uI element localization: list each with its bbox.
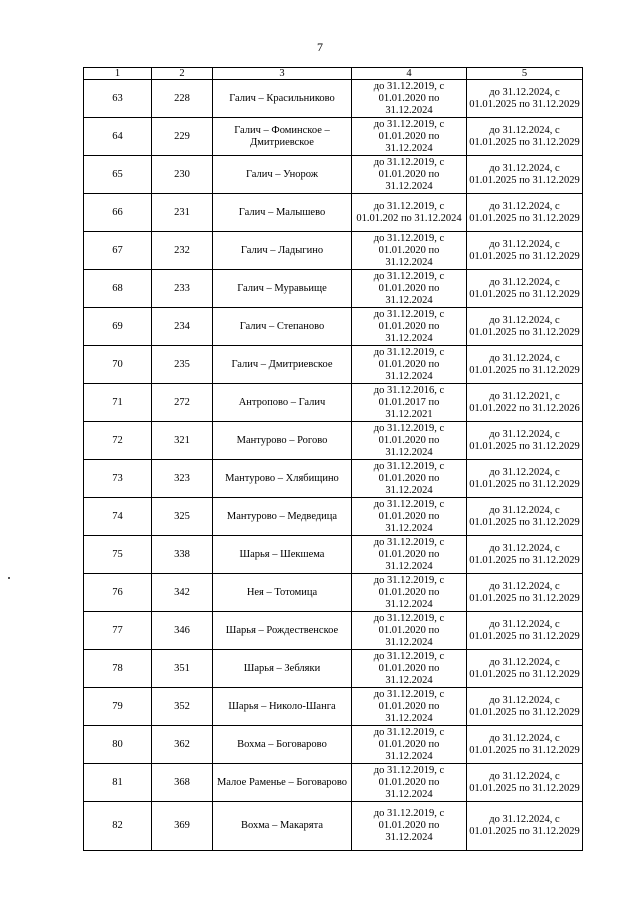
period-col4-cell: до 31.12.2019, с 01.01.2020 по 31.12.2024 xyxy=(352,422,467,460)
period-col5-cell: до 31.12.2024, с 01.01.2025 по 31.12.2029 xyxy=(467,194,583,232)
period-col4-cell: до 31.12.2019, с 01.01.2020 по 31.12.2024 xyxy=(352,650,467,688)
period-col4-cell: до 31.12.2019, с 01.01.2020 по 31.12.2024 xyxy=(352,726,467,764)
period-col5-cell: до 31.12.2024, с 01.01.2025 по 31.12.2029 xyxy=(467,726,583,764)
route-name-cell: Галич – Ладыгино xyxy=(213,232,352,270)
route-code-cell: 233 xyxy=(152,270,213,308)
route-code-cell: 346 xyxy=(152,612,213,650)
row-number-cell: 71 xyxy=(84,384,152,422)
period-col4-cell: до 31.12.2019, с 01.01.2020 по 31.12.2024 xyxy=(352,118,467,156)
column-header: 2 xyxy=(152,68,213,80)
table-row xyxy=(84,726,583,764)
route-name-cell: Вохма – Боговарово xyxy=(213,726,352,764)
route-name-cell: Нея – Тотомица xyxy=(213,574,352,612)
row-number-cell: 77 xyxy=(84,612,152,650)
period-col4-cell: до 31.12.2019, с 01.01.2020 по 31.12.2024 xyxy=(352,460,467,498)
period-col5-cell: до 31.12.2024, с 01.01.2025 по 31.12.2029 xyxy=(467,650,583,688)
table-row xyxy=(84,270,583,308)
column-header: 3 xyxy=(213,68,352,80)
period-col4-cell: до 31.12.2019, с 01.01.2020 по 31.12.2024 xyxy=(352,346,467,384)
period-col4-cell: до 31.12.2019, с 01.01.202 по 31.12.2024 xyxy=(352,194,467,232)
route-code-cell: 325 xyxy=(152,498,213,536)
period-col5-cell: до 31.12.2024, с 01.01.2025 по 31.12.2029 xyxy=(467,536,583,574)
table-row xyxy=(84,764,583,802)
period-col4-cell: до 31.12.2019, с 01.01.2020 по 31.12.2024 xyxy=(352,232,467,270)
route-code-cell: 323 xyxy=(152,460,213,498)
column-header: 5 xyxy=(467,68,583,80)
route-code-cell: 231 xyxy=(152,194,213,232)
route-code-cell: 338 xyxy=(152,536,213,574)
period-col5-cell: до 31.12.2024, с 01.01.2025 по 31.12.2029 xyxy=(467,764,583,802)
period-col5-cell: до 31.12.2024, с 01.01.2025 по 31.12.2029 xyxy=(467,422,583,460)
period-col5-cell: до 31.12.2024, с 01.01.2025 по 31.12.2029 xyxy=(467,688,583,726)
row-number-cell: 68 xyxy=(84,270,152,308)
route-code-cell: 351 xyxy=(152,650,213,688)
route-name-cell: Галич – Муравьище xyxy=(213,270,352,308)
route-code-cell: 229 xyxy=(152,118,213,156)
row-number-cell: 70 xyxy=(84,346,152,384)
route-code-cell: 362 xyxy=(152,726,213,764)
row-number-cell: 72 xyxy=(84,422,152,460)
row-number-cell: 69 xyxy=(84,308,152,346)
period-col4-cell: до 31.12.2019, с 01.01.2020 по 31.12.2024 xyxy=(352,802,467,851)
period-col4-cell: до 31.12.2019, с 01.01.2020 по 31.12.2024 xyxy=(352,156,467,194)
table-row xyxy=(84,308,583,346)
period-col4-cell: до 31.12.2016, с 01.01.2017 по 31.12.2021 xyxy=(352,384,467,422)
table-row xyxy=(84,612,583,650)
route-name-cell: Шарья – Шекшема xyxy=(213,536,352,574)
period-col5-cell: до 31.12.2024, с 01.01.2025 по 31.12.2029 xyxy=(467,802,583,851)
table-row xyxy=(84,650,583,688)
table-row xyxy=(84,460,583,498)
table-row xyxy=(84,194,583,232)
table-row xyxy=(84,498,583,536)
route-name-cell: Шарья – Николо-Шанга xyxy=(213,688,352,726)
route-code-cell: 352 xyxy=(152,688,213,726)
route-name-cell: Шарья – Зебляки xyxy=(213,650,352,688)
period-col4-cell: до 31.12.2019, с 01.01.2020 по 31.12.2024 xyxy=(352,574,467,612)
row-number-cell: 64 xyxy=(84,118,152,156)
route-code-cell: 368 xyxy=(152,764,213,802)
period-col4-cell: до 31.12.2019, с 01.01.2020 по 31.12.2024 xyxy=(352,612,467,650)
table-row xyxy=(84,346,583,384)
column-header: 1 xyxy=(84,68,152,80)
route-name-cell: Галич – Фоминское – Дмитриевское xyxy=(213,118,352,156)
period-col5-cell: до 31.12.2024, с 01.01.2025 по 31.12.2029 xyxy=(467,156,583,194)
period-col5-cell: до 31.12.2024, с 01.01.2025 по 31.12.2029 xyxy=(467,460,583,498)
table-row xyxy=(84,574,583,612)
route-name-cell: Мантурово – Рогово xyxy=(213,422,352,460)
period-col5-cell: до 31.12.2024, с 01.01.2025 по 31.12.2029 xyxy=(467,232,583,270)
row-number-cell: 82 xyxy=(84,802,152,851)
route-code-cell: 228 xyxy=(152,80,213,118)
column-header: 4 xyxy=(352,68,467,80)
row-number-cell: 80 xyxy=(84,726,152,764)
table-row xyxy=(84,802,583,851)
row-number-cell: 65 xyxy=(84,156,152,194)
scan-speck xyxy=(8,577,10,579)
period-col5-cell: до 31.12.2024, с 01.01.2025 по 31.12.2029 xyxy=(467,612,583,650)
period-col4-cell: до 31.12.2019, с 01.01.2020 по 31.12.2024 xyxy=(352,498,467,536)
row-number-cell: 75 xyxy=(84,536,152,574)
routes-table xyxy=(83,67,583,851)
route-code-cell: 369 xyxy=(152,802,213,851)
table-row xyxy=(84,80,583,118)
route-code-cell: 230 xyxy=(152,156,213,194)
period-col4-cell: до 31.12.2019, с 01.01.2020 по 31.12.2024 xyxy=(352,80,467,118)
period-col4-cell: до 31.12.2019, с 01.01.2020 по 31.12.2024 xyxy=(352,764,467,802)
route-name-cell: Мантурово – Хлябищино xyxy=(213,460,352,498)
period-col5-cell: до 31.12.2024, с 01.01.2025 по 31.12.2029 xyxy=(467,346,583,384)
row-number-cell: 78 xyxy=(84,650,152,688)
period-col4-cell: до 31.12.2019, с 01.01.2020 по 31.12.2024 xyxy=(352,536,467,574)
row-number-cell: 67 xyxy=(84,232,152,270)
route-name-cell: Галич – Красильниково xyxy=(213,80,352,118)
route-name-cell: Антропово – Галич xyxy=(213,384,352,422)
route-code-cell: 272 xyxy=(152,384,213,422)
table-row xyxy=(84,688,583,726)
row-number-cell: 76 xyxy=(84,574,152,612)
table-row xyxy=(84,536,583,574)
page-number: 7 xyxy=(317,40,323,54)
table-row xyxy=(84,384,583,422)
period-col4-cell: до 31.12.2019, с 01.01.2020 по 31.12.2024 xyxy=(352,270,467,308)
row-number-cell: 81 xyxy=(84,764,152,802)
route-code-cell: 321 xyxy=(152,422,213,460)
route-name-cell: Вохма – Макарята xyxy=(213,802,352,851)
row-number-cell: 79 xyxy=(84,688,152,726)
period-col5-cell: до 31.12.2021, с 01.01.2022 по 31.12.2026 xyxy=(467,384,583,422)
period-col5-cell: до 31.12.2024, с 01.01.2025 по 31.12.2029 xyxy=(467,574,583,612)
period-col4-cell: до 31.12.2019, с 01.01.2020 по 31.12.2024 xyxy=(352,688,467,726)
row-number-cell: 63 xyxy=(84,80,152,118)
row-number-cell: 66 xyxy=(84,194,152,232)
row-number-cell: 73 xyxy=(84,460,152,498)
period-col5-cell: до 31.12.2024, с 01.01.2025 по 31.12.2029 xyxy=(467,118,583,156)
table-row xyxy=(84,118,583,156)
route-code-cell: 342 xyxy=(152,574,213,612)
route-name-cell: Шарья – Рождественское xyxy=(213,612,352,650)
table-header-row xyxy=(84,68,583,80)
route-name-cell: Галич – Дмитриевское xyxy=(213,346,352,384)
route-name-cell: Галич – Унорож xyxy=(213,156,352,194)
period-col5-cell: до 31.12.2024, с 01.01.2025 по 31.12.2029 xyxy=(467,80,583,118)
table-row xyxy=(84,232,583,270)
period-col5-cell: до 31.12.2024, с 01.01.2025 по 31.12.2029 xyxy=(467,498,583,536)
route-name-cell: Малое Раменье – Боговарово xyxy=(213,764,352,802)
route-name-cell: Галич – Малышево xyxy=(213,194,352,232)
period-col5-cell: до 31.12.2024, с 01.01.2025 по 31.12.2029 xyxy=(467,270,583,308)
route-name-cell: Мантурово – Медведица xyxy=(213,498,352,536)
table-row xyxy=(84,422,583,460)
route-code-cell: 235 xyxy=(152,346,213,384)
route-code-cell: 234 xyxy=(152,308,213,346)
route-code-cell: 232 xyxy=(152,232,213,270)
period-col4-cell: до 31.12.2019, с 01.01.2020 по 31.12.2024 xyxy=(352,308,467,346)
table-row xyxy=(84,156,583,194)
table-body xyxy=(84,80,583,851)
period-col5-cell: до 31.12.2024, с 01.01.2025 по 31.12.2029 xyxy=(467,308,583,346)
row-number-cell: 74 xyxy=(84,498,152,536)
route-name-cell: Галич – Степаново xyxy=(213,308,352,346)
